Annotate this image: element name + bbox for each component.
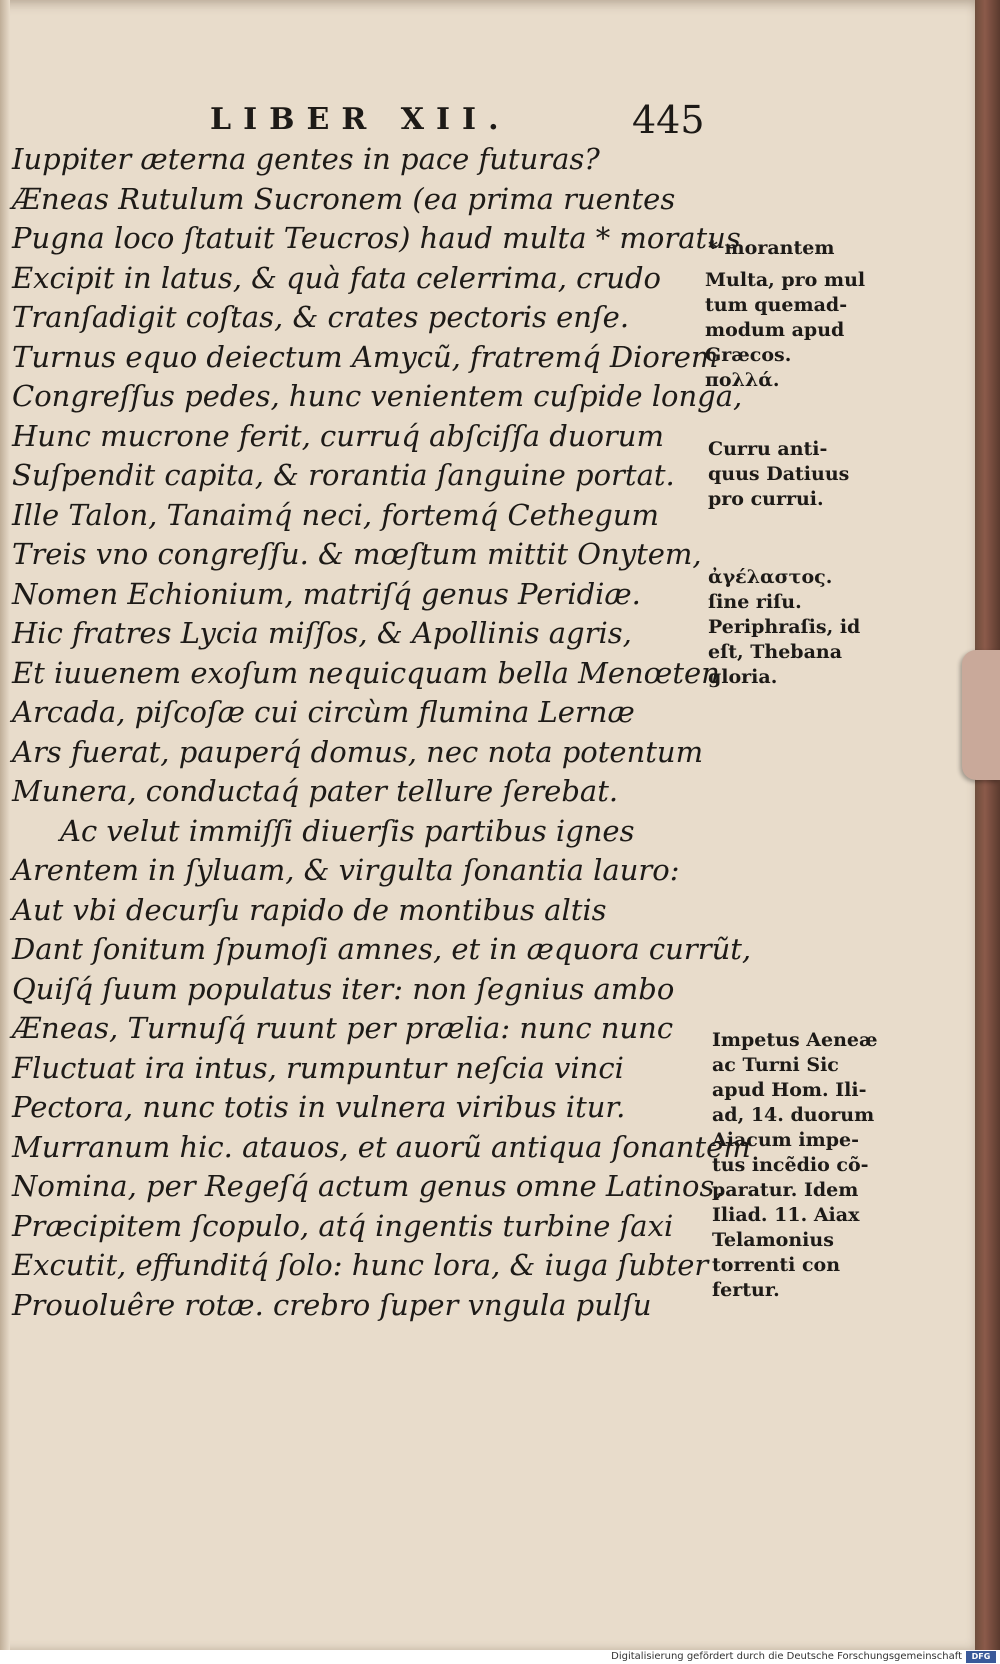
note-line: Græcos. [705,344,792,366]
margin-note-multa [705,268,865,393]
verse-line: Congreſſus pedes, hunc venientem cuſpide longa, [12,379,743,413]
note-line: torrenti con [712,1254,841,1276]
bookmark-tab [962,650,1000,780]
note-line: eſt, Thebana [708,641,843,663]
margin-note-impetus [712,1028,878,1303]
note-line: tus incẽdio cõ- [712,1154,869,1176]
note-line: apud Hom. Ili- [712,1079,867,1101]
note-line: fertur. [712,1279,780,1301]
verse-line: Præcipitem ſcopulo, atq́ ingentis turbine ſaxi [12,1208,674,1243]
running-title: LIBER XII. [210,102,511,137]
note-line: modum apud [705,319,845,341]
note-line: * morantem [708,237,835,259]
verse-line: Excutit, effunditq́ ſolo: hunc lora, & iuga ſubter [12,1248,709,1282]
verse-line: Turnus equo deiectum Amycũ, fratremq́ Diorem [12,339,719,374]
verse-line: Quiſq́ ſuum populatus iter: non ſegnius ambo [12,971,675,1006]
verse-line: Ac velut immiſſi diuerſis partibus ignes [60,813,635,848]
verse-line: Arentem in ſyluam, & virgulta ſonantia lauro: [12,853,680,887]
margin-note-morantem [708,236,834,261]
verse-line: Aut vbi decurſu rapido de montibus altis [12,892,607,927]
verse-line: Æneas, Turnuſq́ ruunt per prælia: nunc nunc [12,1011,674,1045]
note-line: Multa, pro mul [705,269,866,291]
page-gutter [0,0,10,1650]
verse-line: Et iuuenem exoſum nequicquam bella Menœten [12,655,720,690]
verse-line: Prouoluêre rotæ. crebro ſuper vngula pulſu [12,1287,652,1322]
verse-line: Dant ſonitum ſpumoſi amnes, et in æquora currũt, [12,932,752,966]
note-line: πολλά. [705,369,780,391]
note-line: Iliad. 11. Aiax [712,1204,860,1226]
verse-line: Murranum hic. atauos, et auorũ antiqua ſonantem [12,1129,751,1164]
note-line: Periphraſis, id [708,616,861,638]
note-line: Curru anti- [708,438,828,460]
note-line: paratur. Idem [712,1179,859,1201]
note-line: Impetus Aeneæ [712,1029,878,1051]
verse-line: Hunc mucrone ferit, curruq́ abſciſſa duorum [12,418,664,453]
note-line: ac Turni Sic [712,1054,839,1076]
verse-line: Munera, conductaq́ pater tellure ſerebat. [12,774,619,808]
note-line: Aiacum impe- [712,1129,859,1151]
dfg-logo-icon: DFG [966,1651,996,1663]
note-line: quus Datiuus [708,463,850,485]
verse-line: Pectora, nunc totis in vulnera viribus itur. [12,1090,626,1124]
note-line: Telamonius [712,1229,834,1251]
note-line: ſine riſu. [708,591,802,613]
verse-line: Tranſadigit coſtas, & crates pectoris enſe. [12,300,630,334]
verse-line: Treis vno congreſſu. & mœſtum mittit Onytem, [12,537,702,571]
note-line: tum quemad- [705,294,848,316]
funding-credit: Digitalisierung gefördert durch die Deutsche Forschungsgemeinschaft [611,1651,962,1662]
book-page-edge [975,0,1000,1650]
note-line: ad, 14. duorum [712,1104,875,1126]
note-line: pro currui. [708,488,824,510]
verse-line: Arcada, piſcoſæ cui circùm flumina Lernæ [12,695,635,729]
verse-line: Fluctuat ira intus, rumpuntur neſcia vinci [12,1050,624,1085]
page-number: 445 [632,98,705,142]
verse-line: Pugna loco ſtatuit Teucros) haud multa * moratus [12,221,741,255]
note-line: ἀγέλαστος. [708,566,833,588]
verse-line: Excipit in latus, & quà fata celerrima, crudo [12,260,661,295]
verse-line: Nomina, per Regeſq́ actum genus omne Latinos, [12,1169,724,1203]
margin-note-curru [708,437,849,512]
digitization-footer [0,1650,1000,1664]
verse-line: Suſpendit capita, & rorantia ſanguine portat. [12,458,675,492]
verse-line: Iuppiter æterna gentes in pace futuras? [12,142,600,176]
verse-line: Ille Talon, Tanaimq́ neci, fortemq́ Cethegum [12,497,660,532]
verse-line: Ars fuerat, pauperq́ domus, nec nota potentum [12,734,704,769]
margin-note-agelastos [708,565,860,690]
verse-line: Nomen Echionium, matriſq́ genus Peridiæ. [12,576,641,611]
verse-line: Hic fratres Lycia miſſos, & Apollinis agris, [12,616,632,650]
note-line: gloria. [708,666,778,688]
verse-line: Æneas Rutulum Sucronem (ea prima ruentes [12,181,676,216]
